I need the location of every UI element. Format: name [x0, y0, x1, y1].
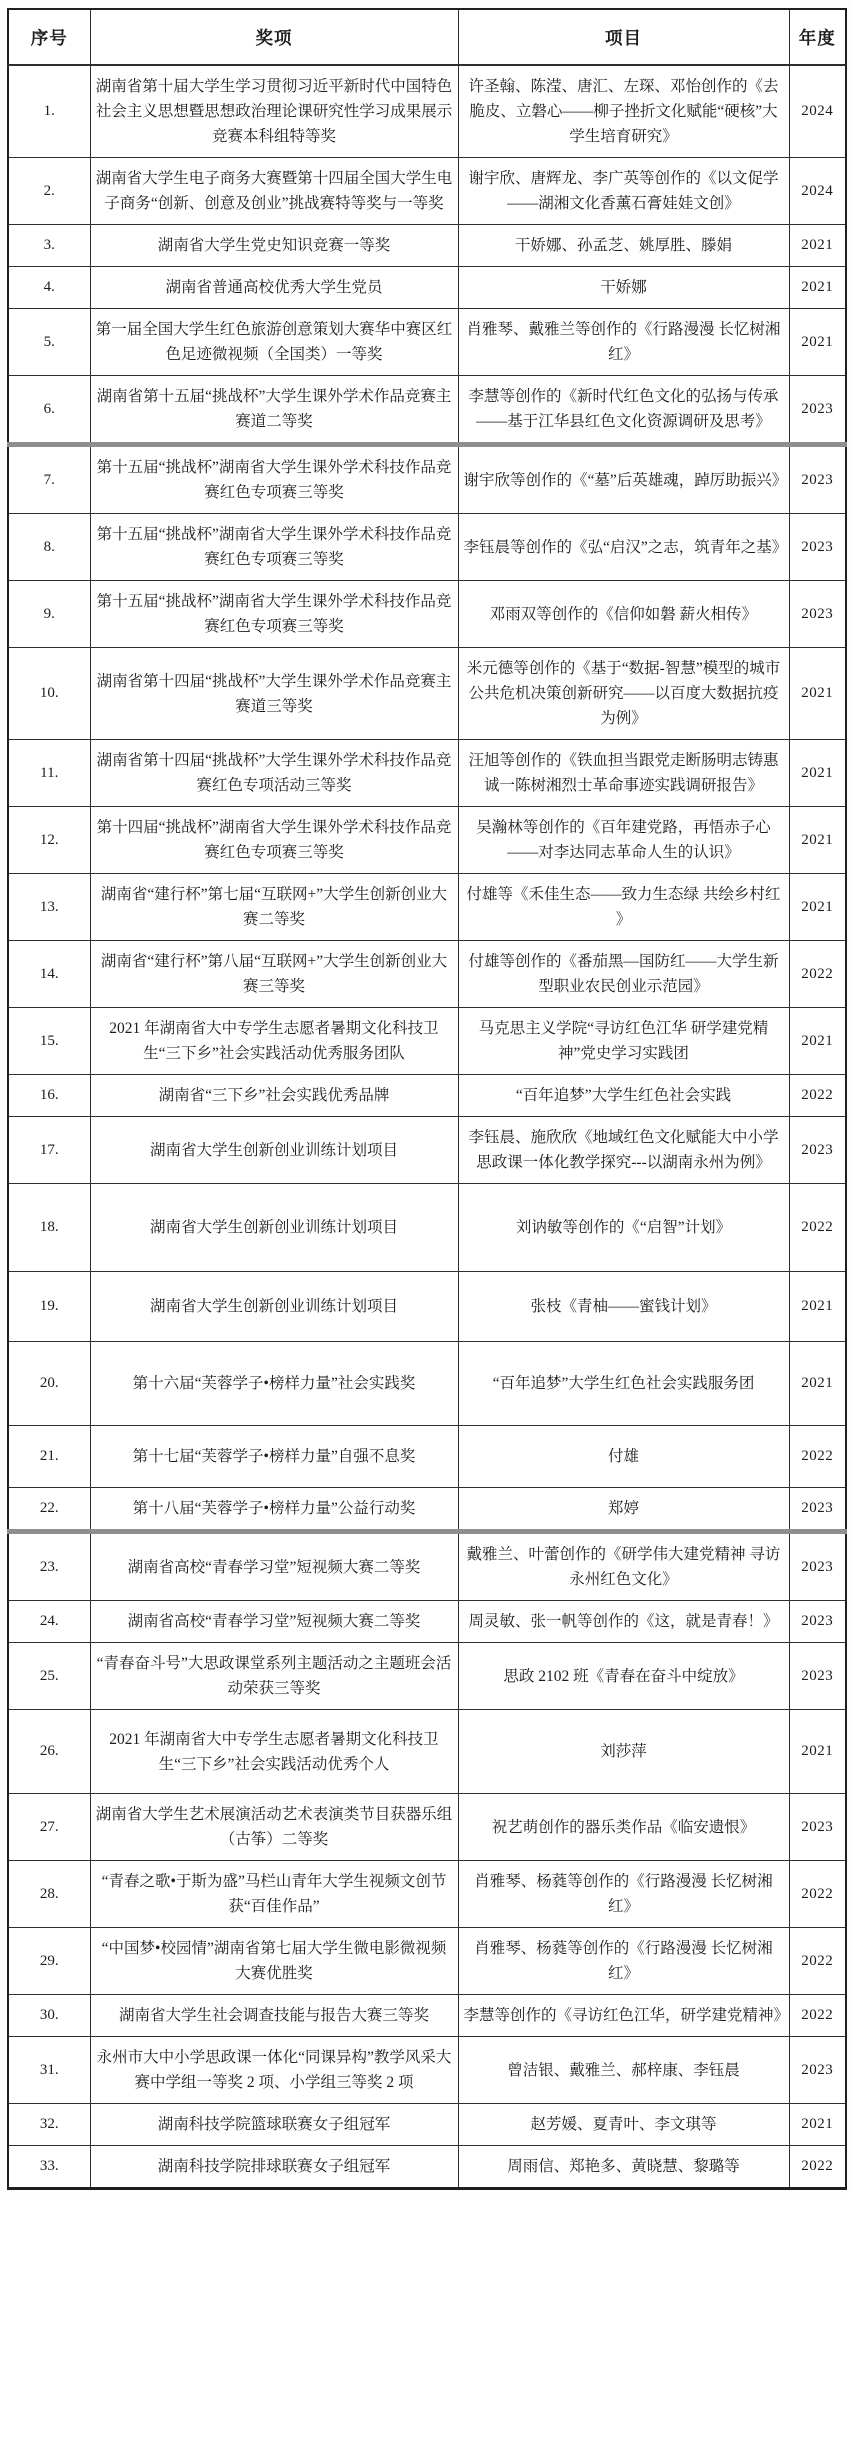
project-cell: 肖雅琴、杨蕤等创作的《行路漫漫 长忆树湘红》	[458, 1928, 789, 1995]
project-cell: 付雄等《禾佳生态——致力生态绿 共绘乡村红 》	[458, 874, 789, 941]
year-cell: 2021	[789, 1008, 846, 1075]
awards-table	[7, 8, 847, 2190]
col-header-index: 序号	[8, 9, 90, 65]
table-row	[8, 1861, 846, 1928]
project-cell: 思政 2102 班《青春在奋斗中绽放》	[458, 1643, 789, 1710]
row-number-cell: 33.	[8, 2146, 90, 2189]
project-cell: 戴雅兰、叶蕾创作的《研学伟大建党精神 寻访永州红色文化》	[458, 1532, 789, 1601]
year-cell: 2023	[789, 1117, 846, 1184]
award-cell: 湖南省大学生社会调查技能与报告大赛三等奖	[90, 1995, 458, 2037]
year-cell: 2023	[789, 1488, 846, 1532]
row-number-cell: 20.	[8, 1342, 90, 1426]
awards-table-body	[8, 65, 846, 2189]
award-cell: 湖南省大学生创新创业训练计划项目	[90, 1117, 458, 1184]
table-row	[8, 1794, 846, 1861]
project-cell: 李钰晨、施欣欣《地域红色文化赋能大中小学思政课一体化教学探究---以湖南永州为例》	[458, 1117, 789, 1184]
award-cell: 第十五届“挑战杯”湖南省大学生课外学术科技作品竞赛红色专项赛三等奖	[90, 581, 458, 648]
row-number-cell: 8.	[8, 514, 90, 581]
project-cell: 许圣翰、陈滢、唐汇、左琛、邓怡创作的《去脆皮、立磐心——柳子挫折文化赋能“硬核”大学生培育研究》	[458, 65, 789, 158]
year-cell: 2021	[789, 648, 846, 740]
table-row	[8, 267, 846, 309]
award-cell: 湖南省大学生创新创业训练计划项目	[90, 1272, 458, 1342]
col-header-project: 项目	[458, 9, 789, 65]
year-cell: 2022	[789, 2146, 846, 2189]
table-row	[8, 1710, 846, 1794]
project-cell: 肖雅琴、戴雅兰等创作的《行路漫漫 长忆树湘红》	[458, 309, 789, 376]
table-row	[8, 1008, 846, 1075]
row-number-cell: 23.	[8, 1532, 90, 1601]
project-cell: “百年追梦”大学生红色社会实践服务团	[458, 1342, 789, 1426]
year-cell: 2021	[789, 225, 846, 267]
table-row	[8, 1488, 846, 1532]
year-cell: 2021	[789, 2104, 846, 2146]
table-row	[8, 1184, 846, 1272]
project-cell: 刘讷敏等创作的《“启智”计划》	[458, 1184, 789, 1272]
row-number-cell: 26.	[8, 1710, 90, 1794]
table-row	[8, 445, 846, 514]
project-cell: 邓雨双等创作的《信仰如磐 薪火相传》	[458, 581, 789, 648]
project-cell: 米元德等创作的《基于“数据-智慧”模型的城市公共危机决策创新研究——以百度大数据抗疫为例》	[458, 648, 789, 740]
row-number-cell: 30.	[8, 1995, 90, 2037]
table-row	[8, 1532, 846, 1601]
project-cell: 干娇娜、孙孟芝、姚厚胜、滕娟	[458, 225, 789, 267]
award-cell: 湖南省“建行杯”第八届“互联网+”大学生创新创业大赛三等奖	[90, 941, 458, 1008]
project-cell: 祝艺萌创作的器乐类作品《临安遗恨》	[458, 1794, 789, 1861]
row-number-cell: 16.	[8, 1075, 90, 1117]
award-cell: 湖南省大学生艺术展演活动艺术表演类节目获器乐组（古筝）二等奖	[90, 1794, 458, 1861]
award-cell: 湖南省大学生创新创业训练计划项目	[90, 1184, 458, 1272]
award-cell: 2021 年湖南省大中专学生志愿者暑期文化科技卫生“三下乡”社会实践活动优秀服务团队	[90, 1008, 458, 1075]
row-number-cell: 2.	[8, 158, 90, 225]
row-number-cell: 10.	[8, 648, 90, 740]
year-cell: 2021	[789, 1272, 846, 1342]
year-cell: 2022	[789, 941, 846, 1008]
table-row	[8, 158, 846, 225]
year-cell: 2021	[789, 267, 846, 309]
col-header-year: 年度	[789, 9, 846, 65]
row-number-cell: 29.	[8, 1928, 90, 1995]
table-row	[8, 648, 846, 740]
row-number-cell: 25.	[8, 1643, 90, 1710]
award-cell: 湖南省高校“青春学习堂”短视频大赛二等奖	[90, 1601, 458, 1643]
project-cell: 吴瀚林等创作的《百年建党路，再悟赤子心——对李达同志革命人生的认识》	[458, 807, 789, 874]
row-number-cell: 6.	[8, 376, 90, 445]
year-cell: 2022	[789, 1928, 846, 1995]
year-cell: 2024	[789, 158, 846, 225]
row-number-cell: 27.	[8, 1794, 90, 1861]
awards-table-header	[8, 9, 846, 65]
table-row	[8, 225, 846, 267]
table-row	[8, 1995, 846, 2037]
year-cell: 2023	[789, 1794, 846, 1861]
project-cell: 肖雅琴、杨蕤等创作的《行路漫漫 长忆树湘红》	[458, 1861, 789, 1928]
table-row	[8, 1601, 846, 1643]
table-row	[8, 2146, 846, 2189]
year-cell: 2021	[789, 874, 846, 941]
award-cell: 湖南省第十四届“挑战杯”大学生课外学术科技作品竞赛红色专项活动三等奖	[90, 740, 458, 807]
award-cell: 湖南科技学院篮球联赛女子组冠军	[90, 2104, 458, 2146]
row-number-cell: 15.	[8, 1008, 90, 1075]
award-cell: 湖南省普通高校优秀大学生党员	[90, 267, 458, 309]
row-number-cell: 11.	[8, 740, 90, 807]
project-cell: 周灵敏、张一帆等创作的《这，就是青春！》	[458, 1601, 789, 1643]
table-row	[8, 1075, 846, 1117]
award-cell: 湖南省大学生党史知识竞赛一等奖	[90, 225, 458, 267]
year-cell: 2023	[789, 581, 846, 648]
table-row	[8, 1117, 846, 1184]
header-row	[8, 9, 846, 65]
row-number-cell: 31.	[8, 2037, 90, 2104]
table-row	[8, 376, 846, 445]
table-row	[8, 740, 846, 807]
row-number-cell: 4.	[8, 267, 90, 309]
table-row	[8, 309, 846, 376]
year-cell: 2022	[789, 1995, 846, 2037]
project-cell: 郑婷	[458, 1488, 789, 1532]
award-cell: 湖南省大学生电子商务大赛暨第十四届全国大学生电子商务“创新、创意及创业”挑战赛特等奖与一等奖	[90, 158, 458, 225]
award-cell: 第十六届“芙蓉学子•榜样力量”社会实践奖	[90, 1342, 458, 1426]
award-cell: 湖南省高校“青春学习堂”短视频大赛二等奖	[90, 1532, 458, 1601]
row-number-cell: 5.	[8, 309, 90, 376]
award-cell: 永州市大中小学思政课一体化“同课异构”教学风采大赛中学组一等奖 2 项、小学组三等奖 2 项	[90, 2037, 458, 2104]
award-cell: “青春之歌•于斯为盛”马栏山青年大学生视频文创节获“百佳作品”	[90, 1861, 458, 1928]
award-cell: 第十五届“挑战杯”湖南省大学生课外学术科技作品竞赛红色专项赛三等奖	[90, 514, 458, 581]
award-cell: 第十五届“挑战杯”湖南省大学生课外学术科技作品竞赛红色专项赛三等奖	[90, 445, 458, 514]
award-cell: 湖南省第十五届“挑战杯”大学生课外学术作品竞赛主赛道二等奖	[90, 376, 458, 445]
row-number-cell: 14.	[8, 941, 90, 1008]
award-cell: 湖南科技学院排球联赛女子组冠军	[90, 2146, 458, 2189]
year-cell: 2023	[789, 445, 846, 514]
table-row	[8, 807, 846, 874]
project-cell: 赵芳媛、夏青叶、李文琪等	[458, 2104, 789, 2146]
row-number-cell: 17.	[8, 1117, 90, 1184]
project-cell: 谢宇欣、唐辉龙、李广英等创作的《以文促学——湖湘文化香薰石膏娃娃文创》	[458, 158, 789, 225]
year-cell: 2022	[789, 1426, 846, 1488]
row-number-cell: 21.	[8, 1426, 90, 1488]
project-cell: 李慧等创作的《新时代红色文化的弘扬与传承——基于江华县红色文化资源调研及思考》	[458, 376, 789, 445]
project-cell: 周雨信、郑艳多、黄晓慧、黎璐等	[458, 2146, 789, 2189]
year-cell: 2021	[789, 807, 846, 874]
row-number-cell: 19.	[8, 1272, 90, 1342]
year-cell: 2022	[789, 1184, 846, 1272]
project-cell: 李慧等创作的《寻访红色江华，研学建党精神》	[458, 1995, 789, 2037]
row-number-cell: 24.	[8, 1601, 90, 1643]
award-cell: 湖南省“三下乡”社会实践优秀品牌	[90, 1075, 458, 1117]
table-row	[8, 2104, 846, 2146]
year-cell: 2021	[789, 309, 846, 376]
award-cell: 湖南省“建行杯”第七届“互联网+”大学生创新创业大赛二等奖	[90, 874, 458, 941]
year-cell: 2021	[789, 740, 846, 807]
award-cell: 第十七届“芙蓉学子•榜样力量”自强不息奖	[90, 1426, 458, 1488]
year-cell: 2021	[789, 1710, 846, 1794]
project-cell: 汪旭等创作的《铁血担当跟党走断肠明志铸惠诚一陈树湘烈士革命事迹实践调研报告》	[458, 740, 789, 807]
row-number-cell: 7.	[8, 445, 90, 514]
project-cell: 张枝《青柚——蜜钱计划》	[458, 1272, 789, 1342]
year-cell: 2022	[789, 1861, 846, 1928]
year-cell: 2023	[789, 2037, 846, 2104]
award-cell: 第十四届“挑战杯”湖南省大学生课外学术科技作品竞赛红色专项赛三等奖	[90, 807, 458, 874]
year-cell: 2023	[789, 376, 846, 445]
project-cell: 李钰晨等创作的《弘“启汉”之志，筑青年之基》	[458, 514, 789, 581]
award-cell: 第十八届“芙蓉学子•榜样力量”公益行动奖	[90, 1488, 458, 1532]
year-cell: 2023	[789, 1532, 846, 1601]
row-number-cell: 28.	[8, 1861, 90, 1928]
row-number-cell: 13.	[8, 874, 90, 941]
col-header-award: 奖项	[90, 9, 458, 65]
table-row	[8, 874, 846, 941]
row-number-cell: 32.	[8, 2104, 90, 2146]
table-row	[8, 1342, 846, 1426]
year-cell: 2021	[789, 1342, 846, 1426]
row-number-cell: 1.	[8, 65, 90, 158]
award-cell: 湖南省第十届大学生学习贯彻习近平新时代中国特色社会主义思想暨思想政治理论课研究性学习成果展示竞赛本科组特等奖	[90, 65, 458, 158]
year-cell: 2024	[789, 65, 846, 158]
year-cell: 2023	[789, 514, 846, 581]
table-row	[8, 941, 846, 1008]
project-cell: 干娇娜	[458, 267, 789, 309]
award-cell: 2021 年湖南省大中专学生志愿者暑期文化科技卫生“三下乡”社会实践活动优秀个人	[90, 1710, 458, 1794]
table-row	[8, 1643, 846, 1710]
project-cell: “百年追梦”大学生红色社会实践	[458, 1075, 789, 1117]
row-number-cell: 22.	[8, 1488, 90, 1532]
project-cell: 马克思主义学院“寻访红色江华 研学建党精神”党史学习实践团	[458, 1008, 789, 1075]
table-row	[8, 1426, 846, 1488]
award-cell: “中国梦•校园情”湖南省第七届大学生微电影微视频大赛优胜奖	[90, 1928, 458, 1995]
award-cell: 湖南省第十四届“挑战杯”大学生课外学术作品竞赛主赛道三等奖	[90, 648, 458, 740]
row-number-cell: 12.	[8, 807, 90, 874]
award-cell: “青春奋斗号”大思政课堂系列主题活动之主题班会活动荣获三等奖	[90, 1643, 458, 1710]
project-cell: 付雄等创作的《番茄黑—国防红——大学生新型职业农民创业示范园》	[458, 941, 789, 1008]
project-cell: 曾洁银、戴雅兰、郝梓康、李钰晨	[458, 2037, 789, 2104]
year-cell: 2023	[789, 1601, 846, 1643]
table-row	[8, 1272, 846, 1342]
award-cell: 第一届全国大学生红色旅游创意策划大赛华中赛区红色足迹微视频（全国类）一等奖	[90, 309, 458, 376]
table-row	[8, 65, 846, 158]
project-cell: 谢宇欣等创作的《“墓”后英雄魂，踔厉助振兴》	[458, 445, 789, 514]
project-cell: 刘莎萍	[458, 1710, 789, 1794]
row-number-cell: 18.	[8, 1184, 90, 1272]
project-cell: 付雄	[458, 1426, 789, 1488]
table-row	[8, 2037, 846, 2104]
row-number-cell: 9.	[8, 581, 90, 648]
year-cell: 2023	[789, 1643, 846, 1710]
year-cell: 2022	[789, 1075, 846, 1117]
table-row	[8, 514, 846, 581]
table-row	[8, 1928, 846, 1995]
table-row	[8, 581, 846, 648]
row-number-cell: 3.	[8, 225, 90, 267]
